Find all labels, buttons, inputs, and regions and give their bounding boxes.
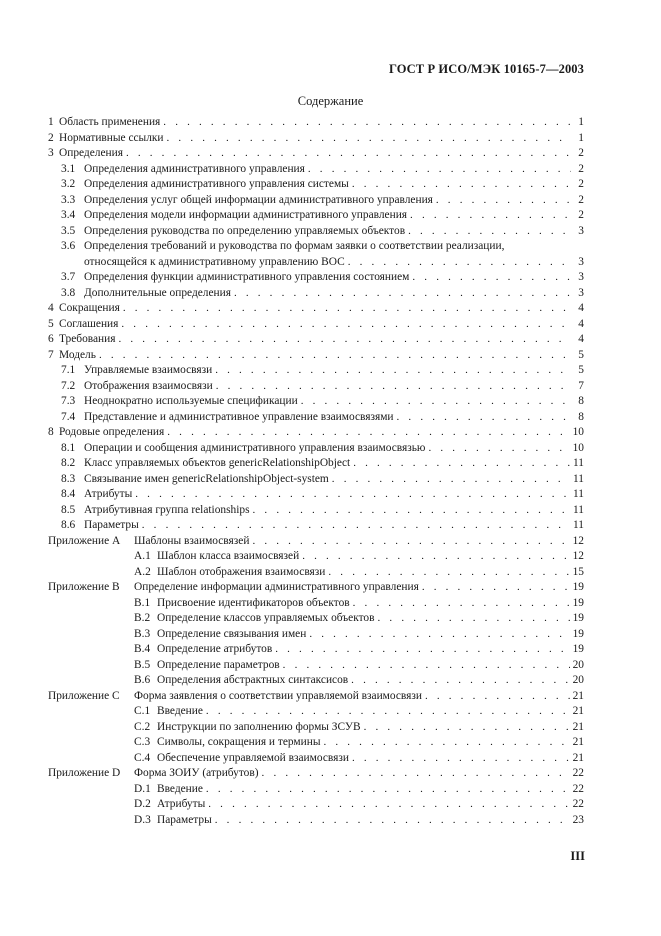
- toc-entry-page: 21: [572, 689, 584, 702]
- toc-entry-title: Неоднократно используемые спецификации: [84, 395, 298, 407]
- toc-entry[interactable]: [48, 317, 584, 333]
- toc-entry-title: Управляемые взаимосвязи: [84, 364, 213, 376]
- leader-dots: [378, 611, 570, 627]
- toc-entry[interactable]: [48, 611, 584, 627]
- toc-entry-page: 22: [572, 782, 584, 795]
- toc-entry-page: 3: [578, 224, 584, 237]
- table-of-contents: [48, 115, 584, 828]
- toc-entry-page: 21: [572, 751, 584, 764]
- toc-entry-page: 4: [578, 333, 584, 345]
- toc-entry[interactable]: [48, 410, 584, 426]
- toc-entry[interactable]: [48, 162, 584, 178]
- toc-entry-number: Приложение А: [48, 534, 121, 547]
- toc-entry-title: Требования: [59, 333, 116, 345]
- toc-entry[interactable]: [48, 301, 584, 317]
- toc-entry-page: 2: [578, 209, 584, 221]
- leader-dots: [410, 208, 571, 224]
- toc-entry-page: 3: [578, 286, 584, 299]
- leader-dots: [208, 797, 569, 813]
- toc-entry-title: Связывание имен genericRelationshipObject-system: [84, 472, 329, 485]
- toc-entry-page: 2: [578, 193, 584, 206]
- leader-dots: [308, 162, 571, 178]
- toc-entry-title: Класс управляемых объектов genericRelationshipObject: [84, 457, 351, 469]
- leader-dots: [275, 642, 569, 658]
- toc-entry-number: 3.4: [61, 209, 76, 221]
- leader-dots: [216, 379, 571, 395]
- leader-dots: [302, 549, 569, 565]
- toc-entry[interactable]: [48, 751, 584, 767]
- toc-entry-page: 20: [572, 658, 584, 671]
- toc-entry-number: В.4: [134, 643, 151, 655]
- toc-entry-page: 19: [572, 596, 584, 609]
- toc-entry-number: 3.2: [61, 178, 76, 190]
- toc-entry-continuation[interactable]: [48, 255, 584, 271]
- toc-entry-page: 10: [572, 441, 584, 454]
- toc-entry-page: 4: [578, 302, 584, 314]
- toc-entry-page: 2: [578, 178, 584, 190]
- toc-entry-title: Сокращения: [59, 302, 120, 314]
- toc-entry-title: Параметры: [84, 519, 139, 531]
- toc-entry-number: А.2: [134, 565, 151, 578]
- toc-entry-title: Определение атрибутов: [157, 643, 273, 655]
- toc-entry[interactable]: [48, 146, 584, 162]
- toc-entry-title: Обеспечение управляемой взаимосвязи: [157, 751, 349, 764]
- toc-entry-number: С.2: [134, 720, 151, 733]
- toc-entry-title: Определения административного управления системы: [84, 178, 349, 190]
- toc-entry-number: В.3: [134, 627, 151, 640]
- toc-entry-title: Атрибуты: [84, 488, 133, 500]
- toc-entry-number: А.1: [134, 550, 151, 562]
- leader-dots: [253, 503, 571, 519]
- leader-dots: [142, 518, 570, 534]
- toc-entry-page: 19: [572, 581, 584, 593]
- toc-appendix-entry[interactable]: [48, 766, 584, 782]
- toc-entry[interactable]: [48, 348, 584, 364]
- leader-dots: [436, 193, 571, 209]
- toc-entry-number: 8.3: [61, 472, 76, 485]
- toc-entry-page: 5: [578, 348, 584, 361]
- toc-entry[interactable]: [48, 425, 584, 441]
- toc-entry-number: 7: [48, 348, 54, 361]
- toc-entry-title: Операции и сообщения административного управления взаимосвязью: [84, 441, 426, 454]
- toc-entry-number: 8.6: [61, 519, 76, 531]
- toc-entry-title: Определение информации административного управления: [134, 581, 419, 593]
- toc-entry-title: Форма ЗОИУ (атрибутов): [134, 767, 259, 779]
- toc-entry-number: Приложение В: [48, 581, 120, 593]
- toc-entry-page: 11: [573, 457, 584, 469]
- toc-entry-number: 7.2: [61, 379, 76, 392]
- toc-entry[interactable]: [48, 456, 584, 472]
- leader-dots: [425, 689, 570, 705]
- leader-dots: [352, 751, 570, 767]
- toc-entry-number: 3.3: [61, 193, 76, 206]
- toc-entry[interactable]: [48, 720, 584, 736]
- toc-entry-title: Атрибуты: [157, 798, 206, 810]
- toc-entry[interactable]: [48, 379, 584, 395]
- toc-entry[interactable]: [48, 487, 584, 503]
- toc-entry-title: Определения: [59, 147, 123, 159]
- toc-entry-number: 1: [48, 116, 54, 128]
- toc-entry[interactable]: [48, 239, 584, 255]
- toc-entry[interactable]: [48, 813, 584, 829]
- toc-entry-page: 12: [572, 534, 584, 547]
- toc-entry-title: Определения требований и руководства по формам заявки о соответствии реализации,: [84, 240, 505, 252]
- toc-entry-page: 19: [572, 612, 584, 624]
- toc-entry[interactable]: [48, 208, 584, 224]
- toc-entry-number: 6: [48, 333, 54, 345]
- toc-entry-page: 2: [578, 147, 584, 159]
- toc-entry[interactable]: [48, 131, 584, 147]
- toc-entry-title: Родовые определения: [59, 426, 165, 438]
- toc-entry-page: 20: [572, 674, 584, 686]
- leader-dots: [118, 332, 571, 348]
- toc-entry-title: Соглашения: [59, 317, 119, 330]
- toc-entry-title: Определения руководства по определению управляемых объектов: [84, 224, 406, 237]
- toc-entry-number: В.1: [134, 596, 151, 609]
- toc-entry[interactable]: [48, 363, 584, 379]
- toc-entry-number: В.6: [134, 674, 151, 686]
- leader-dots: [352, 177, 571, 193]
- toc-entry-number: 8.2: [61, 457, 76, 469]
- toc-entry-page: 7: [578, 379, 584, 392]
- toc-entry-page: 21: [572, 736, 584, 748]
- toc-entry[interactable]: [48, 704, 584, 720]
- toc-appendix-entry[interactable]: [48, 580, 584, 596]
- toc-entry-page: 3: [578, 255, 584, 268]
- toc-entry[interactable]: [48, 658, 584, 674]
- leader-dots: [206, 782, 570, 798]
- toc-entry-title: Шаблон отображения взаимосвязи: [157, 565, 326, 578]
- toc-entry-number: С.4: [134, 751, 151, 764]
- leader-dots: [123, 301, 571, 317]
- toc-entry-number: С.1: [134, 705, 151, 717]
- toc-entry-page: 15: [572, 565, 584, 578]
- toc-entry-number: 8.1: [61, 441, 76, 454]
- toc-entry[interactable]: [48, 472, 584, 488]
- toc-entry-page: 22: [572, 798, 584, 810]
- leader-dots: [126, 146, 571, 162]
- toc-entry-number: 4: [48, 302, 54, 314]
- toc-entry-number: 3.5: [61, 224, 76, 237]
- toc-entry-number: 7.4: [61, 410, 76, 423]
- toc-entry-page: 8: [578, 395, 584, 407]
- toc-entry[interactable]: [48, 332, 584, 348]
- leader-dots: [332, 472, 570, 488]
- leader-dots: [353, 596, 570, 612]
- toc-entry[interactable]: [48, 596, 584, 612]
- toc-entry[interactable]: [48, 627, 584, 643]
- toc-entry[interactable]: [48, 177, 584, 193]
- toc-entry-number: 3.7: [61, 271, 76, 283]
- leader-dots: [215, 363, 571, 379]
- leader-dots: [408, 224, 571, 240]
- toc-entry-title: Инструкции по заполнению формы ЗСУВ: [157, 720, 361, 733]
- leader-dots: [252, 534, 569, 550]
- toc-entry-number: С.3: [134, 736, 151, 748]
- leader-dots: [412, 270, 571, 286]
- toc-entry-title: Дополнительные определения: [84, 286, 231, 299]
- toc-entry-title: Определение классов управляемых объектов: [157, 612, 375, 624]
- leader-dots: [167, 131, 571, 147]
- toc-entry-page: 1: [578, 131, 584, 144]
- toc-entry-title: Введение: [157, 705, 203, 717]
- toc-entry-page: 11: [573, 519, 584, 531]
- toc-entry-title: Отображения взаимосвязи: [84, 379, 213, 392]
- leader-dots: [121, 317, 571, 333]
- toc-entry-number: В.2: [134, 612, 151, 624]
- leader-dots: [309, 627, 569, 643]
- toc-entry-number: Приложение D: [48, 767, 121, 779]
- toc-entry-title: Определение параметров: [157, 658, 280, 671]
- toc-entry-number: 2: [48, 131, 54, 144]
- toc-appendix-entry[interactable]: [48, 689, 584, 705]
- toc-entry[interactable]: [48, 270, 584, 286]
- toc-entry[interactable]: [48, 503, 584, 519]
- toc-entry-title: Символы, сокращения и термины: [157, 736, 321, 748]
- toc-entry[interactable]: [48, 565, 584, 581]
- toc-entry[interactable]: [48, 797, 584, 813]
- toc-entry-number: D.3: [134, 813, 151, 826]
- leader-dots: [283, 658, 570, 674]
- leader-dots: [397, 410, 571, 426]
- toc-entry-title: Определения функции административного управления состоянием: [84, 271, 410, 283]
- toc-entry-title: Шаблоны взаимосвязей: [134, 534, 250, 547]
- leader-dots: [351, 673, 569, 689]
- toc-entry-number: 7.3: [61, 395, 76, 407]
- toc-entry-page: 21: [572, 705, 584, 717]
- toc-entry-number: 8.5: [61, 503, 76, 516]
- toc-entry-title: Шаблон класса взаимосвязей: [157, 550, 300, 562]
- toc-entry[interactable]: [48, 193, 584, 209]
- toc-entry-number: 8.4: [61, 488, 76, 500]
- toc-entry-page: 22: [572, 767, 584, 779]
- leader-dots: [353, 456, 570, 472]
- leader-dots: [99, 348, 571, 364]
- toc-entry-number: 3.8: [61, 286, 76, 299]
- toc-entry[interactable]: [48, 224, 584, 240]
- leader-dots: [323, 735, 569, 751]
- leader-dots: [262, 766, 570, 782]
- leader-dots: [206, 704, 570, 720]
- toc-entry[interactable]: [48, 518, 584, 534]
- toc-entry-number: 8: [48, 426, 54, 438]
- toc-entry-number: 3.1: [61, 162, 76, 175]
- toc-entry-title-continuation: относящейся к административному управлению ВОС: [84, 255, 345, 268]
- toc-entry-number: 5: [48, 317, 54, 330]
- toc-entry-page: 11: [573, 503, 584, 516]
- toc-entry-number: Приложение С: [48, 689, 120, 702]
- toc-entry-number: D.1: [134, 782, 151, 795]
- toc-entry-page: 23: [572, 813, 584, 826]
- toc-entry-title: Определения абстрактных синтаксисов: [157, 674, 349, 686]
- toc-entry-title: Параметры: [157, 813, 212, 826]
- leader-dots: [364, 720, 570, 736]
- toc-entry-title: Определения модели информации административного управления: [84, 209, 408, 221]
- toc-entry-title: Определение связывания имен: [157, 627, 307, 640]
- toc-entry-title: Определения услуг общей информации административного управления: [84, 193, 433, 206]
- toc-entry[interactable]: [48, 782, 584, 798]
- toc-entry-page: 21: [572, 720, 584, 733]
- toc-entry-title: Модель: [59, 348, 96, 361]
- toc-entry-number: 7.1: [61, 364, 76, 376]
- toc-entry-title: Атрибутивная группа relationships: [84, 503, 250, 516]
- leader-dots: [167, 425, 569, 441]
- toc-entry[interactable]: [48, 441, 584, 457]
- toc-entry[interactable]: [48, 673, 584, 689]
- toc-entry[interactable]: [48, 115, 584, 131]
- toc-entry-page: 12: [572, 550, 584, 562]
- toc-entry-number: 3: [48, 147, 54, 159]
- toc-entry-title: Определения административного управления: [84, 162, 305, 175]
- toc-entry-page: 10: [572, 426, 584, 438]
- toc-entry-page: 11: [573, 488, 584, 500]
- toc-entry[interactable]: [48, 286, 584, 302]
- toc-entry-page: 11: [573, 472, 584, 485]
- toc-title: Содержание: [297, 94, 364, 108]
- leader-dots: [215, 813, 570, 829]
- toc-entry-number: D.2: [134, 798, 151, 810]
- toc-entry-title: Присвоение идентификаторов объектов: [157, 596, 350, 609]
- toc-entry-page: 5: [578, 364, 584, 376]
- toc-entry-number: 3.6: [61, 240, 76, 252]
- toc-entry-title: Область применения: [59, 116, 161, 128]
- toc-entry-number: В.5: [134, 658, 151, 671]
- page-number: III: [570, 849, 585, 863]
- document-header: ГОСТ Р ИСО/МЭК 10165-7—2003: [388, 62, 584, 76]
- leader-dots: [301, 394, 571, 410]
- leader-dots: [348, 255, 571, 271]
- toc-appendix-entry[interactable]: [48, 534, 584, 550]
- leader-dots: [163, 115, 571, 131]
- toc-entry[interactable]: [48, 642, 584, 658]
- toc-entry-page: 19: [572, 643, 584, 655]
- leader-dots: [135, 487, 570, 503]
- toc-entry-title: Введение: [157, 782, 203, 795]
- toc-entry-page: 19: [572, 627, 584, 640]
- toc-entry-page: 1: [578, 116, 584, 128]
- leader-dots: [422, 580, 570, 596]
- leader-dots: [428, 441, 569, 457]
- toc-entry-title: Представление и административное управление взаимосвязями: [84, 410, 394, 423]
- toc-entry-page: 8: [578, 410, 584, 423]
- toc-entry[interactable]: [48, 394, 584, 410]
- toc-entry-page: 4: [578, 317, 584, 330]
- toc-entry-title: Нормативные ссылки: [59, 131, 164, 144]
- toc-entry-page: 3: [578, 271, 584, 283]
- leader-dots: [328, 565, 569, 581]
- toc-entry[interactable]: [48, 735, 584, 751]
- toc-entry-page: 2: [578, 162, 584, 175]
- leader-dots: [234, 286, 571, 302]
- toc-entry[interactable]: [48, 549, 584, 565]
- toc-entry-title: Форма заявления о соответствии управляемой взаимосвязи: [134, 689, 422, 702]
